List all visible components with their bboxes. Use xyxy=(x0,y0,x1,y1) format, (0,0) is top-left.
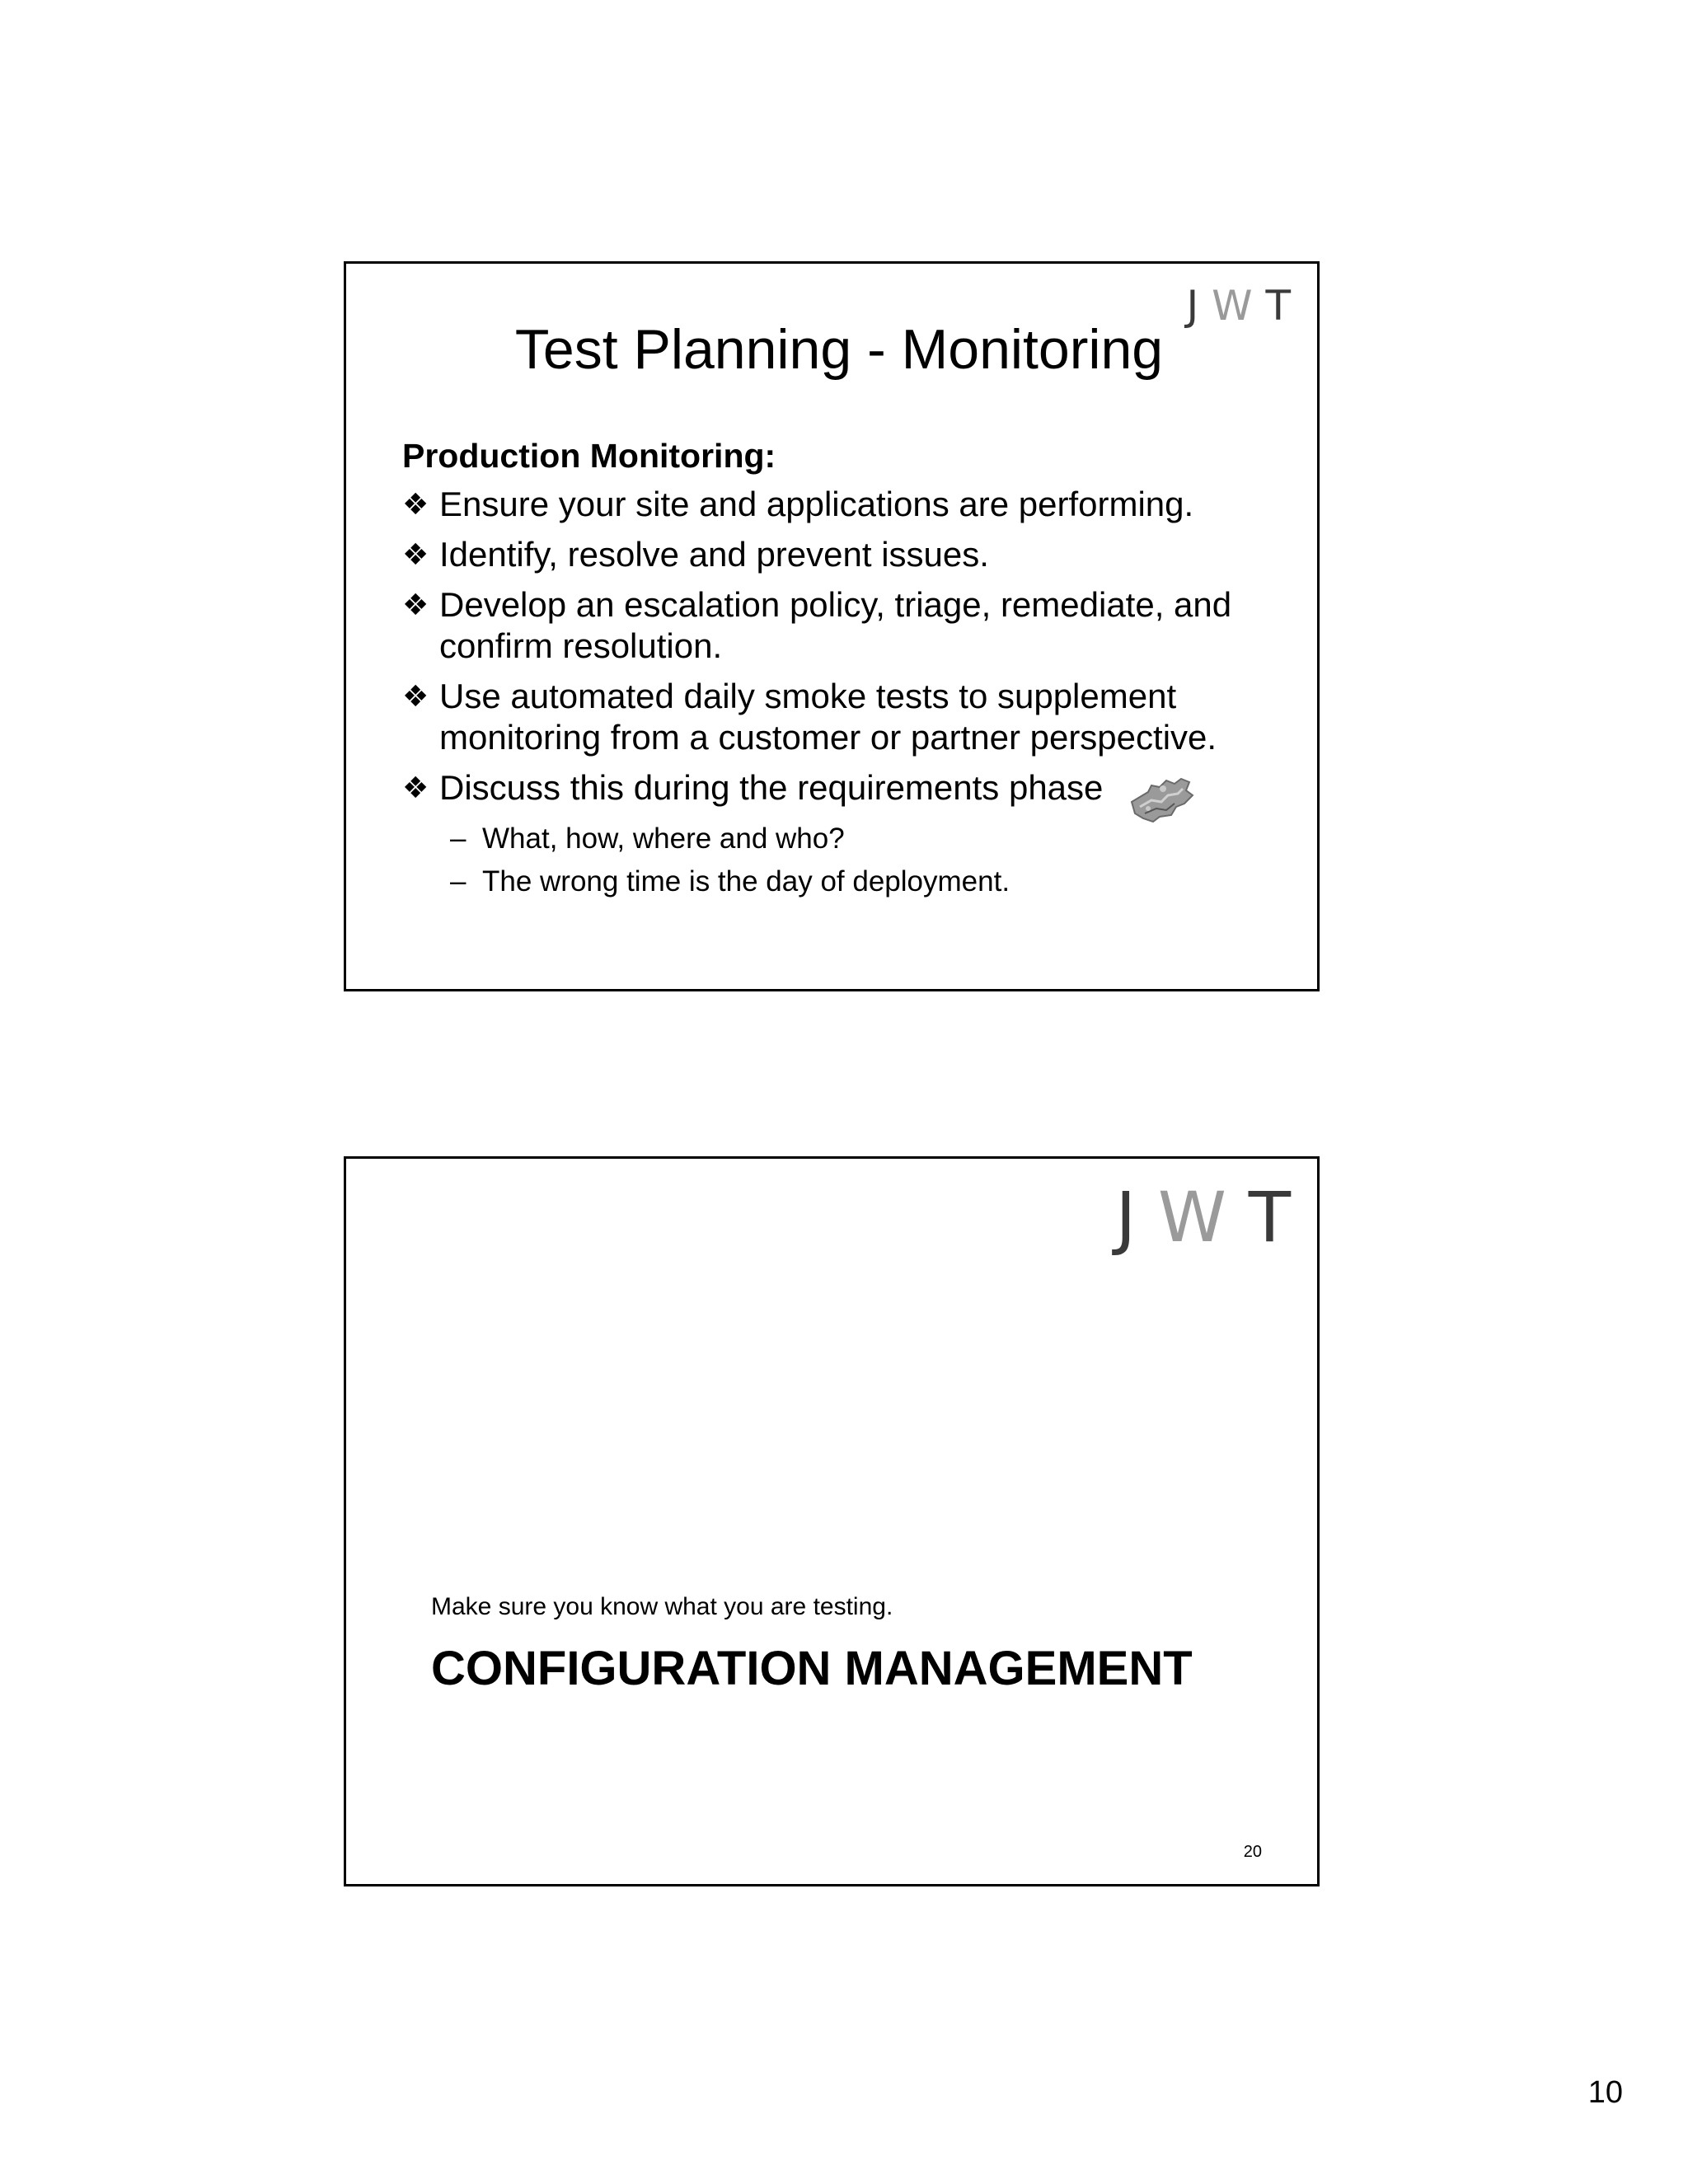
bullet-item xyxy=(402,484,1276,525)
slide-number: 20 xyxy=(1243,1843,1262,1861)
bullet-text: Discuss this during the requirements phase xyxy=(439,768,1104,807)
sub-bullet-text: The wrong time is the day of deployment. xyxy=(482,865,1010,898)
bullet-item xyxy=(402,676,1276,758)
section-subtitle: Make sure you know what you are testing. xyxy=(431,1593,893,1620)
dash-bullet-icon: – xyxy=(450,865,467,898)
logo-letter-w: W xyxy=(1212,282,1253,330)
diamond-bullet-icon: ❖ xyxy=(402,487,429,521)
sub-bullet-text: What, how, where and who? xyxy=(482,823,845,855)
bullet-text: Identify, resolve and prevent issues. xyxy=(439,535,989,574)
section-heading: Production Monitoring: xyxy=(402,437,776,475)
bullet-list xyxy=(402,484,1276,808)
logo-letter-j: J xyxy=(1115,1177,1137,1258)
bullet-text: Use automated daily smoke tests to supplement monitoring from a customer or partner perspective. xyxy=(439,677,1217,757)
slide-test-planning-monitoring xyxy=(344,261,1320,991)
bullet-item xyxy=(402,534,1276,575)
bullet-item xyxy=(402,584,1276,667)
diamond-bullet-icon: ❖ xyxy=(402,588,429,621)
diamond-bullet-icon: ❖ xyxy=(402,537,429,571)
section-title: CONFIGURATION MANAGEMENT xyxy=(431,1642,1193,1695)
puzzle-pieces-icon xyxy=(1123,771,1198,828)
slide-body xyxy=(402,437,1276,903)
logo-letter-t: T xyxy=(1248,1177,1291,1258)
jwt-logo xyxy=(1115,1177,1291,1258)
dash-bullet-icon: – xyxy=(450,823,467,855)
diamond-bullet-icon: ❖ xyxy=(402,679,429,713)
bullet-text: Ensure your site and applications are performing. xyxy=(439,485,1194,523)
logo-letter-t: T xyxy=(1265,282,1291,330)
sub-bullet-item xyxy=(402,860,1276,903)
slide-configuration-management xyxy=(344,1156,1320,1886)
logo-letter-j: J xyxy=(1186,282,1199,330)
slide-title: Test Planning - Monitoring xyxy=(514,318,1164,381)
logo-letter-w: W xyxy=(1157,1177,1226,1258)
bullet-text: Develop an escalation policy, triage, remediate, and confirm resolution. xyxy=(439,585,1232,665)
page-number: 10 xyxy=(1587,2075,1623,2110)
diamond-bullet-icon: ❖ xyxy=(402,771,429,804)
